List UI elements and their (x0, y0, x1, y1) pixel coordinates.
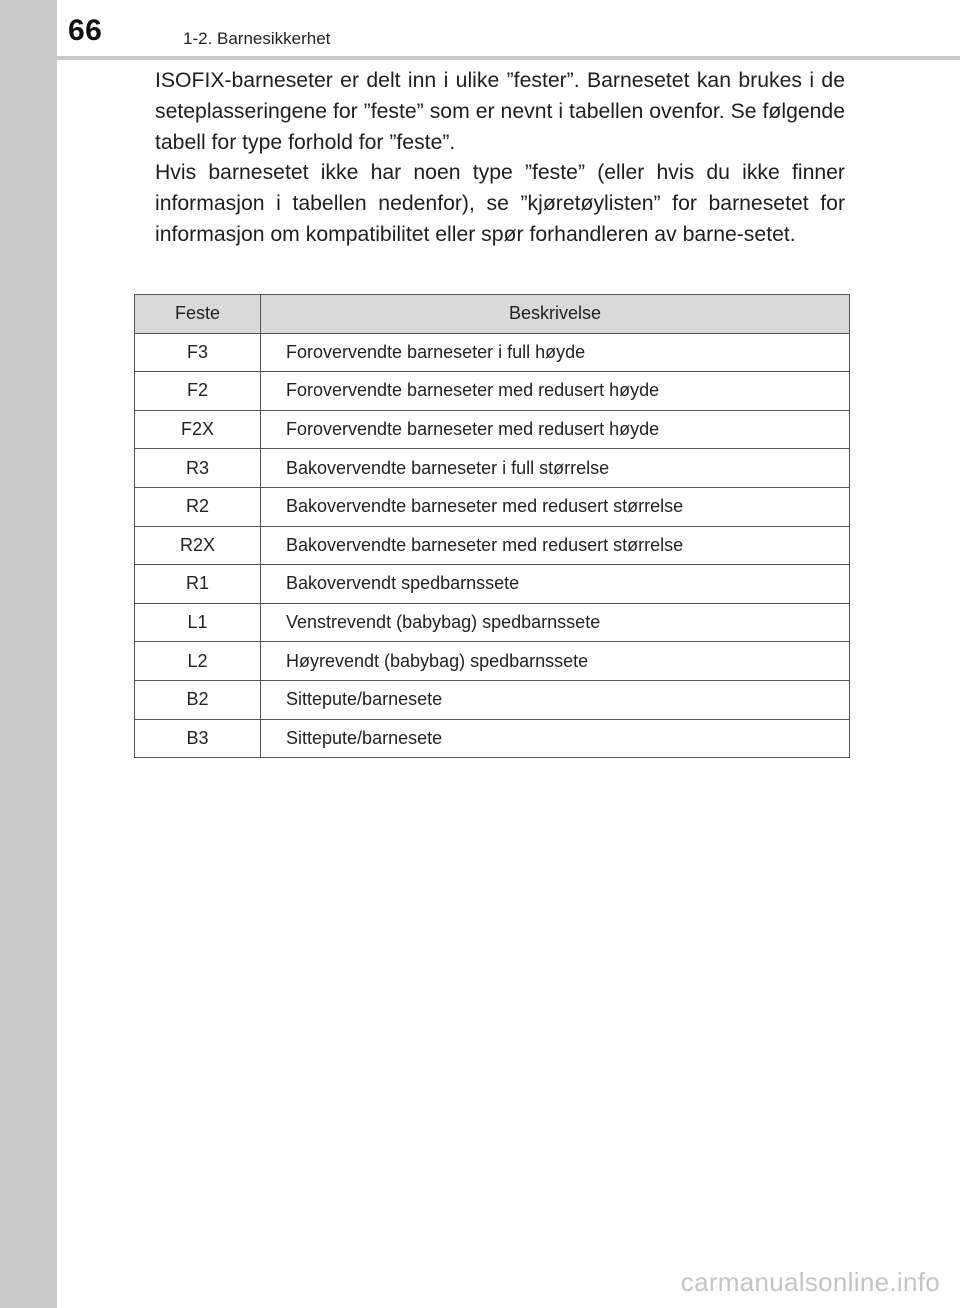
paragraph-compatibility: Hvis barnesetet ikke har noen type ”feste” (eller hvis du ikke finner informasjon i tabellen nedenfor), se ”kjøretøylisten” for barnesetet for informasjon om kompatibilitet eller spør forhandleren av barne-setet. (155, 161, 845, 246)
table-row (135, 603, 850, 642)
side-tab-strip (0, 0, 57, 1308)
feste-cell: F3 (135, 333, 261, 372)
description-cell: Sittepute/barnesete (261, 680, 850, 719)
description-cell: Forovervendte barneseter i full høyde (261, 333, 850, 372)
feste-cell: F2 (135, 372, 261, 411)
paragraph-feste-intro: ISOFIX-barneseter er delt inn i ulike ”fester”. Barnesetet kan brukes i de seteplasseringene for ”feste” som er nevnt i tabellen ovenfor. Se følgende tabell for type forhold for ”feste”. (155, 69, 845, 154)
table-row (135, 526, 850, 565)
table-row (135, 372, 850, 411)
feste-table (134, 294, 850, 758)
table-header-row (135, 295, 850, 334)
column-header-feste: Feste (135, 295, 261, 334)
feste-cell: R3 (135, 449, 261, 488)
description-cell: Bakovervendte barneseter med redusert størrelse (261, 487, 850, 526)
description-cell: Sittepute/barnesete (261, 719, 850, 758)
description-cell: Bakovervendte barneseter i full størrelse (261, 449, 850, 488)
section-title: 1-2. Barnesikkerhet (183, 29, 331, 48)
description-cell: Bakovervendte barneseter med redusert størrelse (261, 526, 850, 565)
table-row (135, 642, 850, 681)
feste-cell: R2 (135, 487, 261, 526)
page-number: 66 (68, 14, 103, 47)
watermark-text: carmanualsonline.info (680, 1267, 940, 1297)
description-cell: Høyrevendt (babybag) spedbarnssete (261, 642, 850, 681)
description-cell: Forovervendte barneseter med redusert høyde (261, 372, 850, 411)
description-cell: Bakovervendt spedbarnssete (261, 565, 850, 604)
table-row (135, 449, 850, 488)
feste-cell: R2X (135, 526, 261, 565)
feste-cell: B3 (135, 719, 261, 758)
table-row (135, 410, 850, 449)
feste-cell: L2 (135, 642, 261, 681)
header-divider (57, 56, 960, 60)
description-cell: Forovervendte barneseter med redusert høyde (261, 410, 850, 449)
table-row (135, 719, 850, 758)
table-row (135, 565, 850, 604)
table-row (135, 680, 850, 719)
body-text (155, 66, 845, 251)
feste-cell: F2X (135, 410, 261, 449)
feste-cell: R1 (135, 565, 261, 604)
feste-cell: B2 (135, 680, 261, 719)
description-cell: Venstrevendt (babybag) spedbarnssete (261, 603, 850, 642)
table-row (135, 333, 850, 372)
column-header-beskrivelse: Beskrivelse (261, 295, 850, 334)
feste-cell: L1 (135, 603, 261, 642)
table-row (135, 487, 850, 526)
